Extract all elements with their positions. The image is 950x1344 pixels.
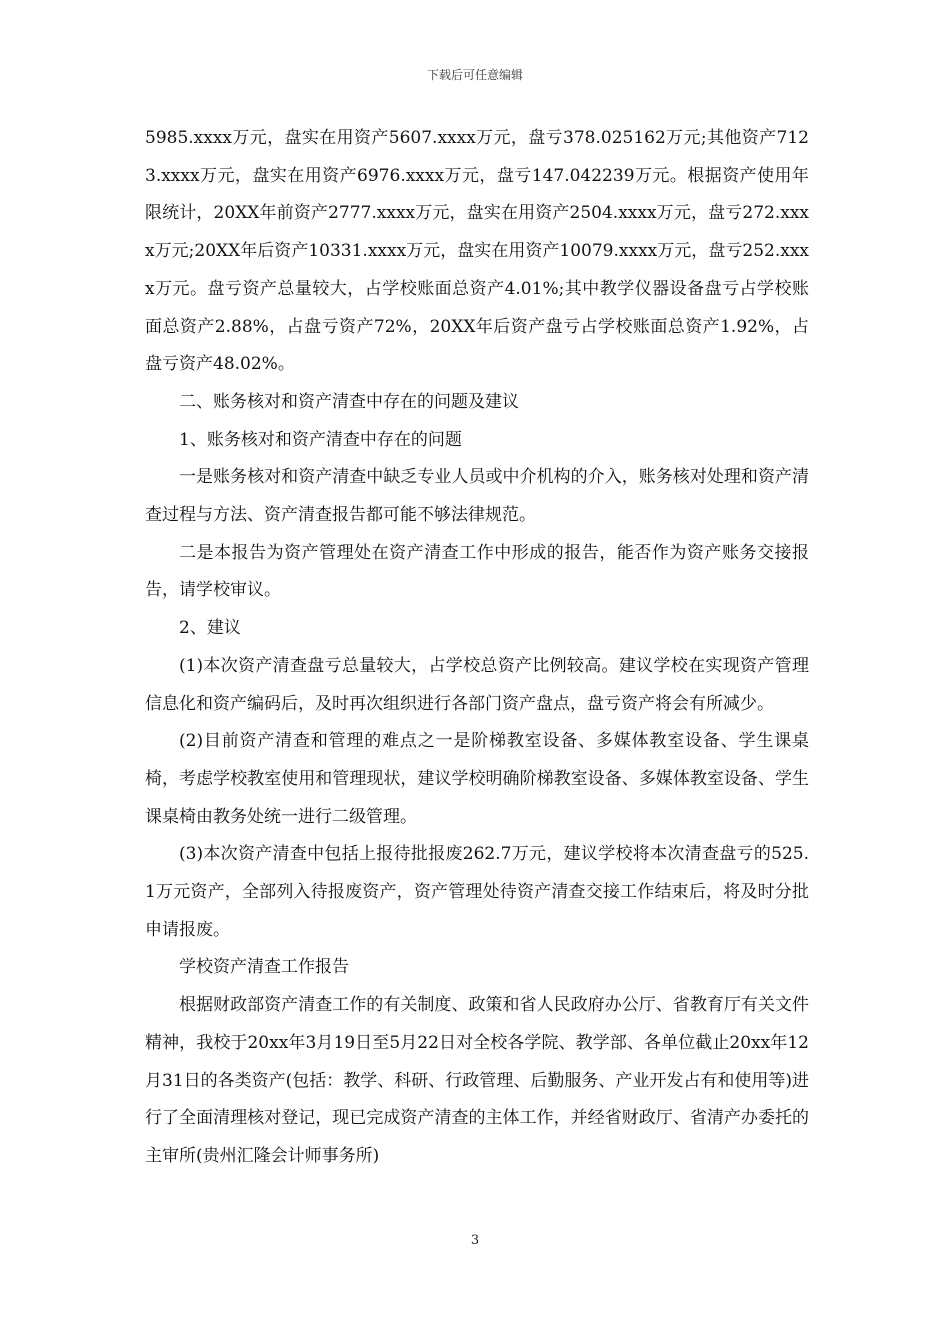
paragraph-suggestion-3: (3)本次资产清查中包括上报待批报废262.7万元，建议学校将本次清查盘亏的525.1万元资产，全部列入待报废资产，资产管理处待资产清查交接工作结束后，将及时分批申请报废。	[145, 844, 809, 940]
page-number: 3	[470, 1233, 480, 1248]
paragraph-report-intro: 根据财政部资产清查工作的有关制度、政策和省人民政府办公厅、省教育厅有关文件精神，我校于20xx年3月19日至5月22日对全校各学院、教学部、各单位截止20xx年12月31日的各类资产(包括：教学、科研、行政管理、后勤服务、产业开发占有和使用等)进行了全面清理核对登记，现已完成资产清查的主体工作，并经省财政厅、省清产办委托的主审所(贵州汇隆会计师事务所)	[145, 995, 809, 1166]
paragraph-continued: 5985.xxxx万元，盘实在用资产5607.xxxx万元，盘亏378.025162万元;其他资产7123.xxxx万元，盘实在用资产6976.xxxx万元，盘亏147.042239万元。根据资产使用年限统计，20XX年前资产2777.xxxx万元，盘实在用资产2504.xxxx万元，盘亏272.xxxx万元;20XX年后资产10331.xxxx万元，盘实在用资产10079.xxxx万元，盘亏252.xxxx万元。盘亏资产总量较大，占学校账面总资产4.01%;其中教学仪器设备盘亏占学校账面总资产2.88%，占盘亏资产72%，20XX年后资产盘亏占学校账面总资产1.92%，占盘亏资产48.02%。	[145, 128, 809, 375]
page-header: 下载后可任意编辑	[426, 68, 523, 82]
paragraph-problem-1: 一是账务核对和资产清查中缺乏专业人员或中介机构的介入，账务核对处理和资产清查过程与方法、资产清查报告都可能不够法律规范。	[145, 467, 809, 526]
subsection-heading-suggestions: 2、建议	[179, 618, 241, 639]
report-title: 学校资产清查工作报告	[179, 957, 349, 978]
paragraph-suggestion-1: (1)本次资产清查盘亏总量较大，占学校总资产比例较高。建议学校在实现资产管理信息化和资产编码后，及时再次组织进行各部门资产盘点，盘亏资产将会有所减少。	[145, 655, 809, 714]
paragraph-problem-2: 二是本报告为资产管理处在资产清查工作中形成的报告，能否作为资产账务交接报告，请学校审议。	[145, 542, 809, 601]
paragraph-suggestion-2: (2)目前资产清查和管理的难点之一是阶梯教室设备、多媒体教室设备、学生课桌椅，考虑学校教室使用和管理现状，建议学校明确阶梯教室设备、多媒体教室设备、学生课桌椅由教务处统一进行二级管理。	[145, 731, 809, 827]
subsection-heading-problems: 1、账务核对和资产清查中存在的问题	[179, 429, 462, 450]
document-body	[145, 120, 809, 1176]
section-heading-2: 二、账务核对和资产清查中存在的问题及建议	[179, 391, 519, 412]
